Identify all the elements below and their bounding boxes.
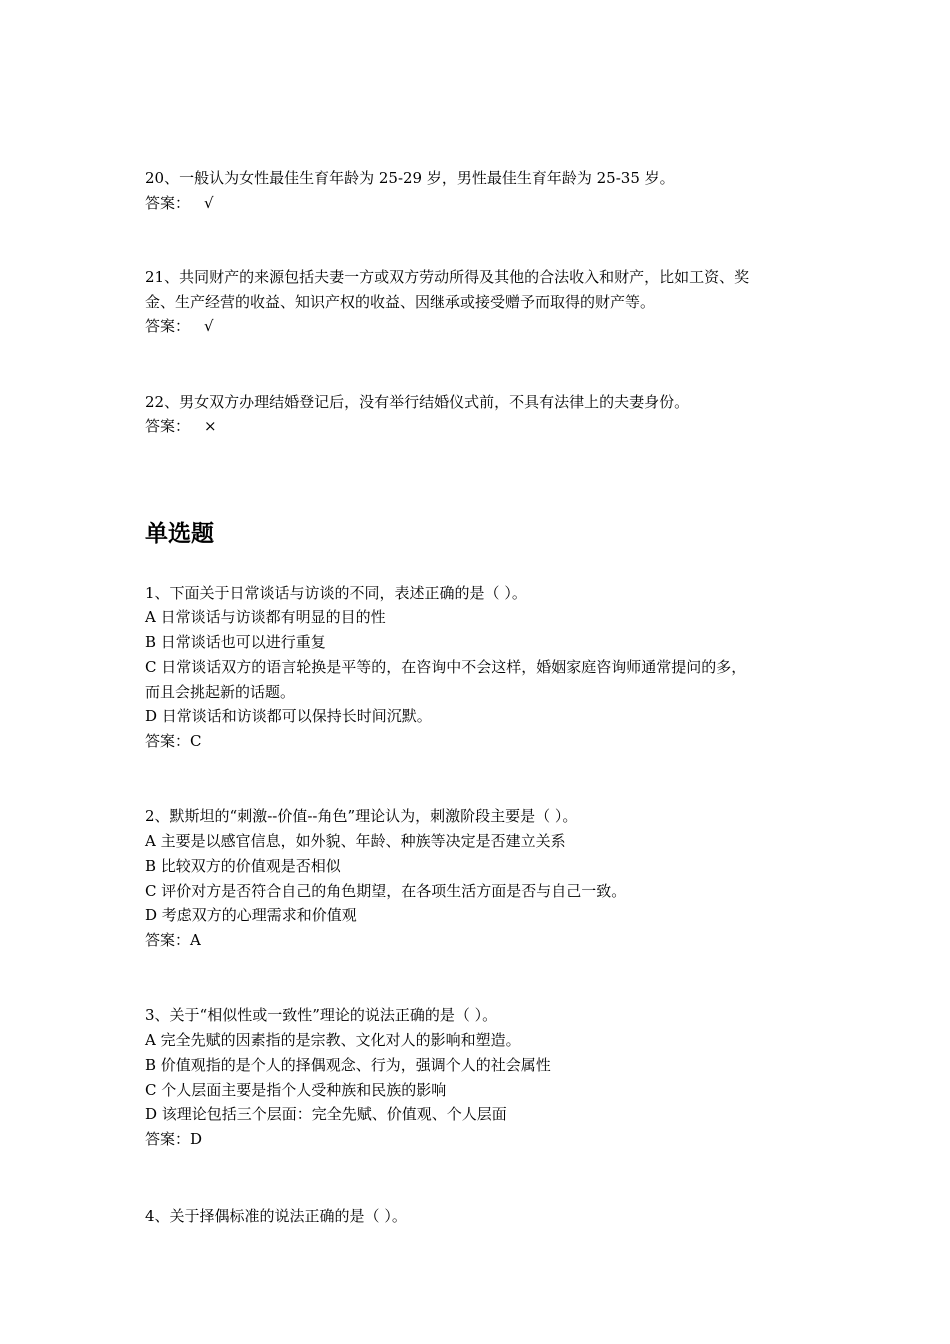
sc-question-1-option-d: D 日常谈话和访谈都可以保持长时间沉默。 <box>145 707 432 725</box>
answer-cross-mark: × <box>204 417 217 435</box>
sc-question-3-option-b: B 价值观指的是个人的择偶观念、行为，强调个人的社会属性 <box>145 1056 551 1074</box>
sc-question-2-answer: 答案：A <box>145 931 201 949</box>
sc-question-1-stem: 1、下面关于日常谈话与访谈的不同，表述正确的是（ ）。 <box>145 584 527 602</box>
sc-question-3-stem: 3、关于“相似性或一致性”理论的说法正确的是（ ）。 <box>145 1006 498 1024</box>
sc-question-2-option-c: C 评价对方是否符合自己的角色期望，在各项生活方面是否与自己一致。 <box>145 882 627 900</box>
tf-question-21-line2: 金、生产经营的收益、知识产权的收益、因继承或接受赠予而取得的财产等。 <box>145 293 656 311</box>
answer-label: 答案： <box>145 194 191 212</box>
sc-question-3-option-a: A 完全先赋的因素指的是宗教、文化对人的影响和塑造。 <box>145 1031 521 1049</box>
tf-answer-20 <box>145 193 214 213</box>
sc-question-1-option-a: A 日常谈话与访谈都有明显的目的性 <box>145 608 386 626</box>
sc-question-1-option-c-line1: C 日常谈话双方的语言轮换是平等的，在咨询中不会这样，婚姻家庭咨询师通常提问的多， <box>145 658 747 676</box>
sc-question-2-option-a: A 主要是以感官信息，如外貌、年龄、种族等决定是否建立关系 <box>145 832 566 850</box>
sc-question-3-answer: 答案：D <box>145 1130 203 1148</box>
sc-question-2-option-b: B 比较双方的价值观是否相似 <box>145 857 341 875</box>
tf-question-21-line1: 21、共同财产的来源包括夫妻一方或双方劳动所得及其他的合法收入和财产，比如工资、奖 <box>145 268 750 286</box>
answer-label: 答案： <box>145 317 191 335</box>
section-title-single-choice: 单选题 <box>145 521 214 547</box>
sc-question-2-stem: 2、默斯坦的“刺激--价值--角色”理论认为，刺激阶段主要是（ ）。 <box>145 807 578 825</box>
sc-question-1-option-b: B 日常谈话也可以进行重复 <box>145 633 326 651</box>
tf-answer-21 <box>145 316 214 336</box>
tf-question-22: 22、男女双方办理结婚登记后，没有举行结婚仪式前，不具有法律上的夫妻身份。 <box>145 393 690 411</box>
sc-question-3-option-c: C 个人层面主要是指个人受种族和民族的影响 <box>145 1081 447 1099</box>
tf-question-20: 20、一般认为女性最佳生育年龄为 25-29 岁，男性最佳生育年龄为 25-35 岁。 <box>145 169 675 187</box>
sc-question-4-stem: 4、关于择偶标准的说法正确的是（ ）。 <box>145 1207 407 1225</box>
answer-check-mark: √ <box>204 317 214 335</box>
answer-label: 答案： <box>145 417 191 435</box>
sc-question-1-option-c-line2: 而且会挑起新的话题。 <box>145 683 296 701</box>
sc-question-1-answer: 答案：C <box>145 732 202 750</box>
sc-question-3-option-d: D 该理论包括三个层面：完全先赋、价值观、个人层面 <box>145 1105 507 1123</box>
sc-question-2-option-d: D 考虑双方的心理需求和价值观 <box>145 906 357 924</box>
answer-check-mark: √ <box>204 194 214 212</box>
tf-answer-22 <box>145 416 217 436</box>
